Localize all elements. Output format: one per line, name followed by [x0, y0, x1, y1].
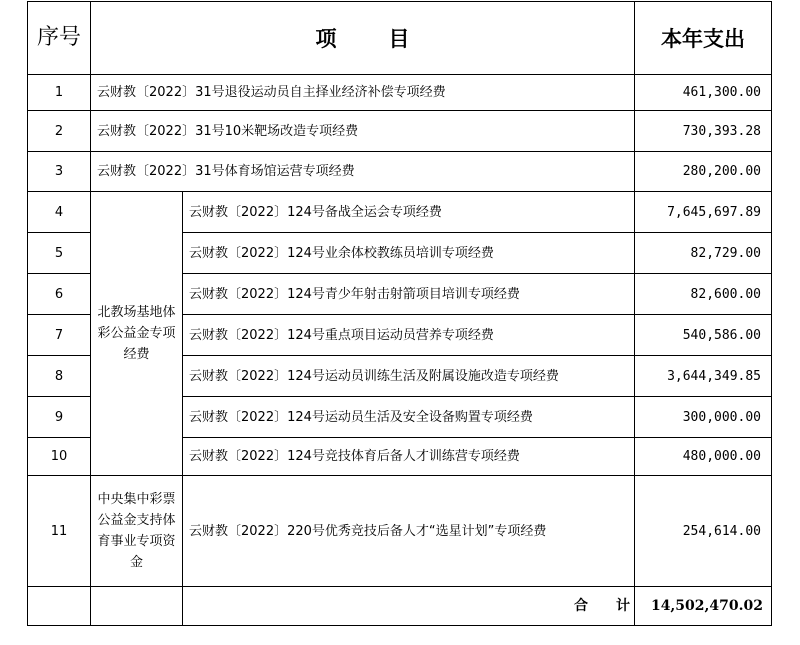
table-row: [28, 75, 772, 111]
row-seq: 9: [28, 397, 91, 438]
row-desc: 云财教〔2022〕124号运动员训练生活及附属设施改造专项经费: [183, 356, 635, 397]
total-label: 合 计: [183, 587, 635, 626]
row-amount: 82,600.00: [635, 274, 772, 315]
table-row: [28, 476, 772, 587]
row-amount: 480,000.00: [635, 438, 772, 476]
header-row: [28, 2, 772, 75]
header-item: 项 目: [91, 2, 635, 75]
row-seq: 4: [28, 192, 91, 233]
row-amount: 730,393.28: [635, 111, 772, 152]
row-desc: 云财教〔2022〕124号青少年射击射箭项目培训专项经费: [183, 274, 635, 315]
header-amount: 本年支出: [635, 2, 772, 75]
header-seq: 序号: [28, 2, 91, 75]
total-group-empty: [91, 587, 183, 626]
row-seq: 6: [28, 274, 91, 315]
row-desc: 云财教〔2022〕124号竞技体育后备人才训练营专项经费: [183, 438, 635, 476]
row-desc: 云财教〔2022〕124号重点项目运动员营养专项经费: [183, 315, 635, 356]
expenditure-table: [27, 1, 772, 626]
row-amount: 254,614.00: [635, 476, 772, 587]
row-amount: 540,586.00: [635, 315, 772, 356]
row-desc: 云财教〔2022〕31号10米靶场改造专项经费: [91, 111, 635, 152]
row-seq: 5: [28, 233, 91, 274]
row-seq: 2: [28, 111, 91, 152]
row-amount: 300,000.00: [635, 397, 772, 438]
row-desc: 云财教〔2022〕124号业余体校教练员培训专项经费: [183, 233, 635, 274]
row-amount: 7,645,697.89: [635, 192, 772, 233]
row-desc: 云财教〔2022〕31号退役运动员自主择业经济补偿专项经费: [91, 75, 635, 111]
row-seq: 8: [28, 356, 91, 397]
total-row: [28, 587, 772, 626]
table-row: [28, 111, 772, 152]
row-seq: 7: [28, 315, 91, 356]
total-amount: 14,502,470.02: [635, 587, 772, 626]
row-amount: 461,300.00: [635, 75, 772, 111]
total-seq-empty: [28, 587, 91, 626]
row-desc: 云财教〔2022〕31号体育场馆运营专项经费: [91, 152, 635, 192]
row-amount: 82,729.00: [635, 233, 772, 274]
row-desc: 云财教〔2022〕220号优秀竞技后备人才“选星计划”专项经费: [183, 476, 635, 587]
row-seq: 11: [28, 476, 91, 587]
group-beijiao: 北教场基地体彩公益金专项经费: [91, 192, 183, 476]
row-amount: 3,644,349.85: [635, 356, 772, 397]
group-central: 中央集中彩票公益金支持体育事业专项资金: [91, 476, 183, 587]
row-desc: 云财教〔2022〕124号运动员生活及安全设备购置专项经费: [183, 397, 635, 438]
row-seq: 3: [28, 152, 91, 192]
row-seq: 1: [28, 75, 91, 111]
table-row: [28, 192, 772, 233]
table-row: [28, 152, 772, 192]
row-desc: 云财教〔2022〕124号备战全运会专项经费: [183, 192, 635, 233]
row-amount: 280,200.00: [635, 152, 772, 192]
row-seq: 10: [28, 438, 91, 476]
